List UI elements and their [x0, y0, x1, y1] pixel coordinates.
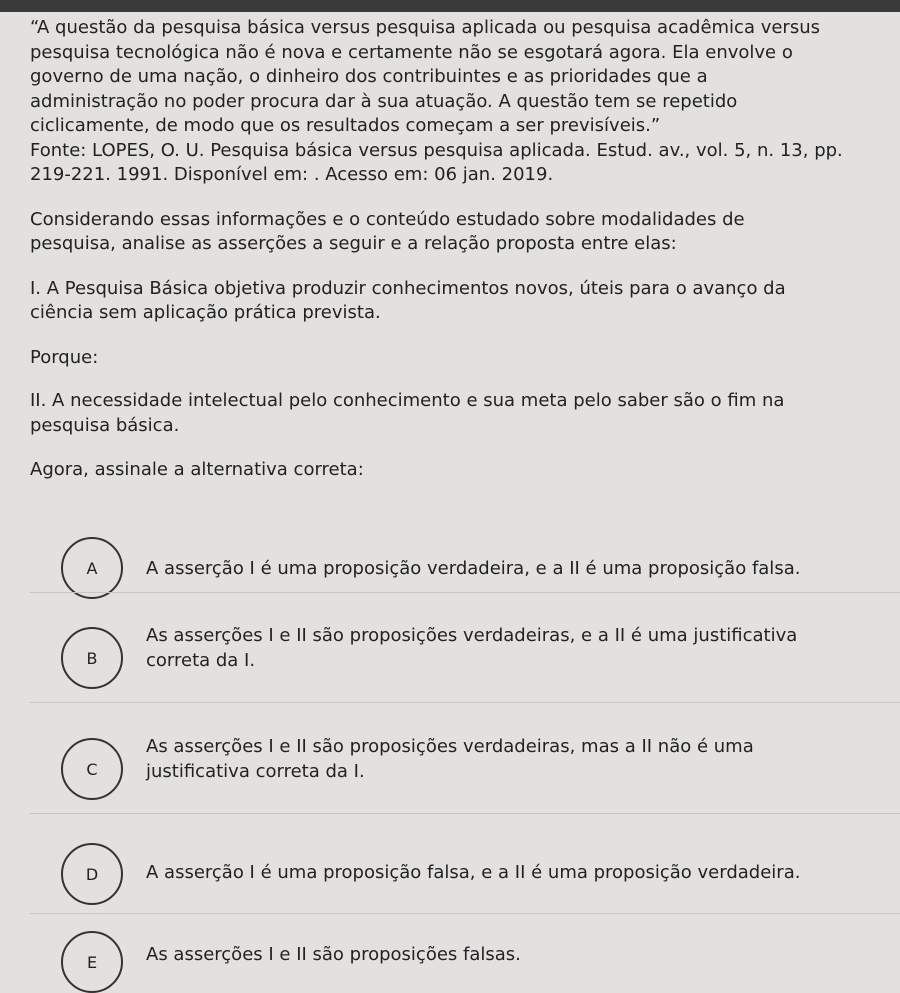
option-e-circle[interactable] — [61, 931, 123, 993]
option-b-circle[interactable] — [61, 627, 123, 689]
option-e-letter: E — [86, 952, 98, 972]
option-c-letter: C — [86, 759, 98, 779]
option-divider — [30, 592, 900, 593]
option-divider — [30, 813, 900, 814]
option-divider — [30, 702, 900, 703]
top-border — [0, 0, 900, 12]
option-c-circle[interactable] — [61, 738, 123, 800]
assertion-i: I. A Pesquisa Básica objetiva produzir conhecimentos novos, úteis para o avanço da ciência sem aplicação prática prevista. — [30, 277, 786, 323]
option-d-text[interactable]: A asserção I é uma proposição falsa, e a II é uma proposição verdadeira. — [146, 862, 801, 883]
considering-text: Considerando essas informações e o conteúdo estudado sobre modalidades de pesquisa, analise as asserções a seguir e a relação proposta entre elas: — [30, 208, 745, 254]
option-d-letter: D — [85, 864, 99, 884]
question-stem — [30, 16, 892, 483]
option-b-text[interactable]: As asserções I e II são proposições verdadeiras, e a II é uma justificativa correta da I. — [146, 625, 798, 671]
option-a-text[interactable]: A asserção I é uma proposição verdadeira, e a II é uma proposição falsa. — [146, 558, 801, 579]
option-b-letter: B — [86, 648, 98, 668]
assertion-ii: II. A necessidade intelectual pelo conhecimento e sua meta pelo saber são o fim na pesquisa básica. — [30, 390, 785, 436]
option-a-letter: A — [86, 558, 98, 578]
quote-text: “A questão da pesquisa básica versus pesquisa aplicada ou pesquisa acadêmica versus pesquisa tecnológica não é nova e certamente não se esgotará agora. Ela envolve o governo de uma nação, o dinheiro dos contribuintes e as prioridades que a administração no poder procura dar à sua atuação. A questão tem se repetido ciclicamente, de modo que os resultados começam a ser previsíveis.” — [30, 17, 820, 136]
porque-label: Porque: — [30, 346, 99, 368]
instruction-text: Agora, assinale a alternativa correta: — [30, 459, 364, 480]
option-divider — [30, 913, 900, 914]
option-e-text[interactable]: As asserções I e II são proposições falsas. — [146, 944, 521, 965]
option-a-circle[interactable] — [61, 537, 123, 599]
option-c-text[interactable]: As asserções I e II são proposições verdadeiras, mas a II não é uma justificativa correta da I. — [146, 736, 754, 782]
source-citation: Fonte: LOPES, O. U. Pesquisa básica versus pesquisa aplicada. Estud. av., vol. 5, n. 13, pp. 219-221. 1991. Disponível em: . Acesso em: 06 jan. 2019. — [30, 139, 843, 185]
option-d-circle[interactable] — [61, 843, 123, 905]
